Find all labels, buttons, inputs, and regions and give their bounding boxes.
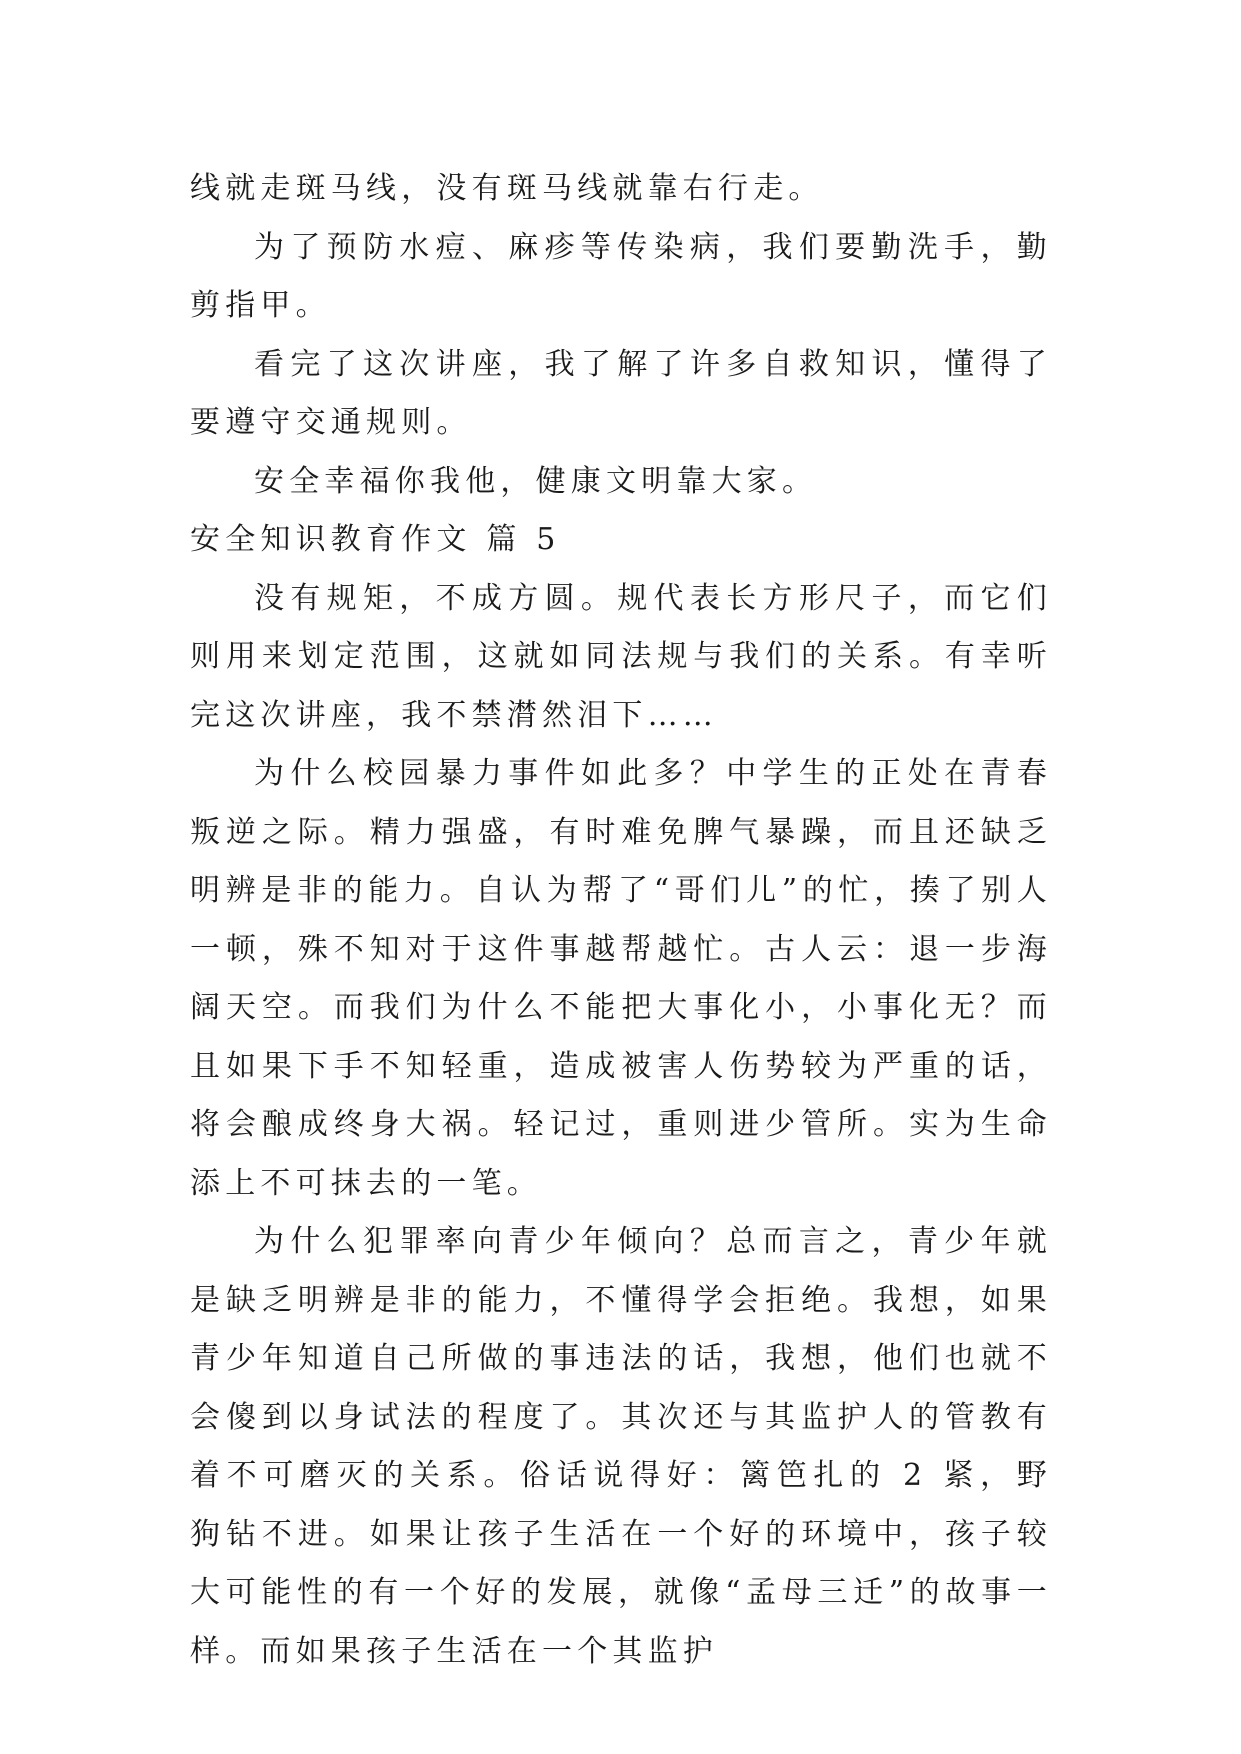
paragraph: 为了预防水痘、麻疹等传染病，我们要勤洗手，勤剪指甲。 <box>190 229 1052 323</box>
paragraph: 为什么犯罪率向青少年倾向？总而言之，青少年就是缺乏明辨是非的能力，不懂得学会拒绝。我想，如果青少年知道自己所做的事违法的话，我想，他们也就不会傻到以身试法的程度了。其次还与其监护人的管教有着不可磨灭的关系。俗话说得好：篱笆扎的 2 紧，野狗钻不进。如果让孩子生活在一个好的环境中，孩子较大可能性的有一个好的发展，就像“孟母三迁”的故事一样。而如果孩子生活在一个其监护 <box>190 1224 1052 1669</box>
paragraph: 安全幸福你我他，健康文明靠大家。 <box>254 463 818 499</box>
section-heading: 安全知识教育作文 篇 5 <box>190 522 561 557</box>
paragraph: 线就走斑马线，没有斑马线就靠右行走。 <box>190 171 824 206</box>
document-body <box>190 160 1052 1681</box>
paragraph: 看完了这次讲座，我了解了许多自救知识，懂得了要遵守交通规则。 <box>190 346 1052 440</box>
paragraph: 没有规矩，不成方圆。规代表长方形尺子，而它们则用来划定范围，这就如同法规与我们的关系。有幸听完这次讲座，我不禁潸然泪下…… <box>190 580 1052 733</box>
paragraph: 为什么校园暴力事件如此多？中学生的正处在青春叛逆之际。精力强盛，有时难免脾气暴躁，而且还缺乏明辨是非的能力。自认为帮了“哥们儿”的忙，揍了别人一顿，殊不知对于这件事越帮越忙。古人云：退一步海阔天空。而我们为什么不能把大事化小，小事化无？而且如果下手不知轻重，造成被害人伤势较为严重的话，将会酿成终身大祸。轻记过，重则进少管所。实为生命添上不可抹去的一笔。 <box>190 756 1052 1201</box>
